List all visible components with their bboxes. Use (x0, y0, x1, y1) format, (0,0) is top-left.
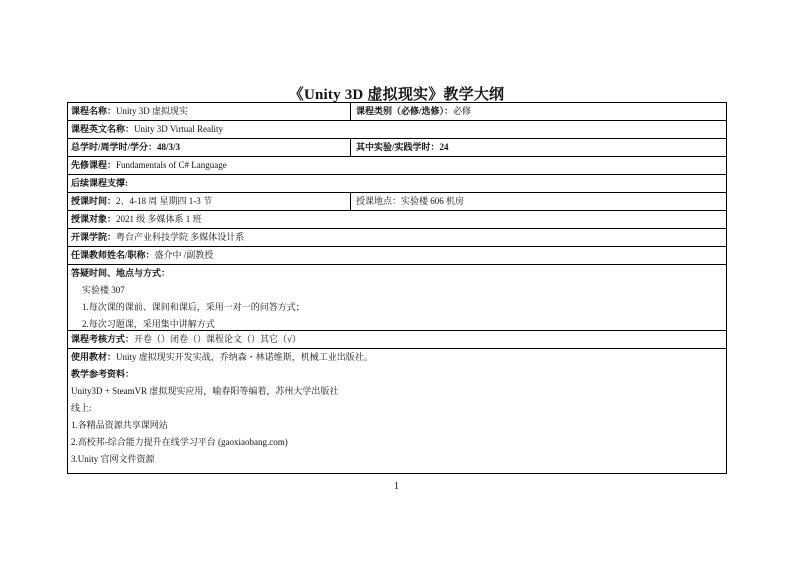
cell-lab-hours (350, 139, 726, 156)
textbook-value: Unity 虚拟现实开发实战，乔纳森・林诺维斯，机械工业出版社。 (116, 352, 373, 362)
lab-hours-value: 24 (439, 142, 449, 152)
row-audience (68, 211, 726, 229)
reference-line: Unity3D + SteamVR 虚拟现实应用，喻春阳等编着，苏州大学出版社 (71, 386, 339, 396)
cell-college (68, 229, 726, 246)
audience-label: 授课对象： (71, 214, 117, 224)
follow-up-label: 后续课程支撑: (71, 178, 128, 188)
row-teacher (68, 247, 726, 265)
assessment-value: 开卷（）闭卷（）课程论文（）其它（√） (134, 334, 301, 344)
textbook-label: 使用教材： (71, 352, 117, 362)
row-materials (68, 349, 726, 473)
cell-course-type (350, 103, 726, 120)
row-prerequisite (68, 157, 726, 175)
cell-course-name (68, 103, 353, 120)
row-office-hours (68, 265, 726, 331)
cell-teacher (68, 247, 726, 264)
office-hours-label: 答疑时间、地点与方式： (71, 268, 171, 278)
teacher-label: 任课教师姓名/职称： (71, 250, 155, 260)
prerequisite-value: Fundamentals of C# Language (116, 160, 227, 170)
cell-assessment (68, 331, 726, 348)
cell-materials (68, 349, 726, 473)
row-follow-up (68, 175, 726, 193)
college-value: 粤台产业科技学院 多媒体设计系 (116, 232, 245, 242)
cell-office-hours (68, 265, 726, 330)
page-number: 1 (394, 481, 399, 492)
hours-value: 48/3/3 (157, 142, 181, 152)
schedule-label: 授课时间： (71, 196, 117, 206)
audience-value: 2021 级 多媒体系 1 班 (116, 214, 202, 224)
english-name-label: 课程英文名称： (71, 124, 135, 134)
course-type-label: 课程类别（必修/选修）： (356, 106, 454, 116)
syllabus-table (67, 102, 727, 474)
prerequisite-label: 先修课程： (71, 160, 117, 170)
english-name-value: Unity 3D Virtual Reality (134, 124, 224, 134)
teacher-value: 盛介中 /副教授 (154, 250, 214, 260)
row-schedule (68, 193, 726, 211)
course-type-value: 必修 (453, 106, 472, 116)
cell-english-name (68, 121, 726, 138)
row-college (68, 229, 726, 247)
references-label: 教学参考资料： (71, 369, 135, 379)
office-hours-line: 2.每次习题课，采用集中讲解方式 (82, 319, 215, 329)
document-title: 《Unity 3D 虚拟现实》教学大纲 (288, 87, 505, 103)
lab-hours-label: 其中实验/实践学时： (356, 142, 440, 152)
row-english-name (68, 121, 726, 139)
college-label: 开课学院： (71, 232, 117, 242)
office-hours-line: 实验楼 307 (82, 285, 125, 295)
cell-prerequisite (68, 157, 726, 174)
cell-follow-up (68, 175, 726, 192)
course-name-label: 课程名称： (71, 106, 117, 116)
cell-location (350, 193, 726, 210)
reference-line: 线上: (71, 403, 92, 413)
reference-line: 1.各精品资源共享课网站 (71, 420, 168, 430)
cell-hours (68, 139, 353, 156)
reference-line: 2.高校邦-综合能力提升在线学习平台 (gaoxiaobang.com) (71, 437, 288, 447)
row-hours (68, 139, 726, 157)
row-assessment (68, 331, 726, 349)
assessment-label: 课程考核方式： (71, 334, 135, 344)
hours-label: 总学时/周学时/学分： (71, 142, 158, 152)
cell-schedule (68, 193, 353, 210)
location-label: 授课地点： (356, 196, 402, 206)
row-course-name (68, 103, 726, 121)
location-value: 实验楼 606 机房 (401, 196, 465, 206)
course-name-value: Unity 3D 虚拟现实 (116, 106, 189, 116)
office-hours-line: 1.每次课的课前、课间和课后，采用一对一的问答方式； (82, 302, 305, 312)
cell-audience (68, 211, 726, 228)
schedule-value: 2、4-18 周 星期四 1-3 节 (116, 196, 213, 206)
reference-line: 3.Unity 官网文件资源 (71, 454, 155, 464)
